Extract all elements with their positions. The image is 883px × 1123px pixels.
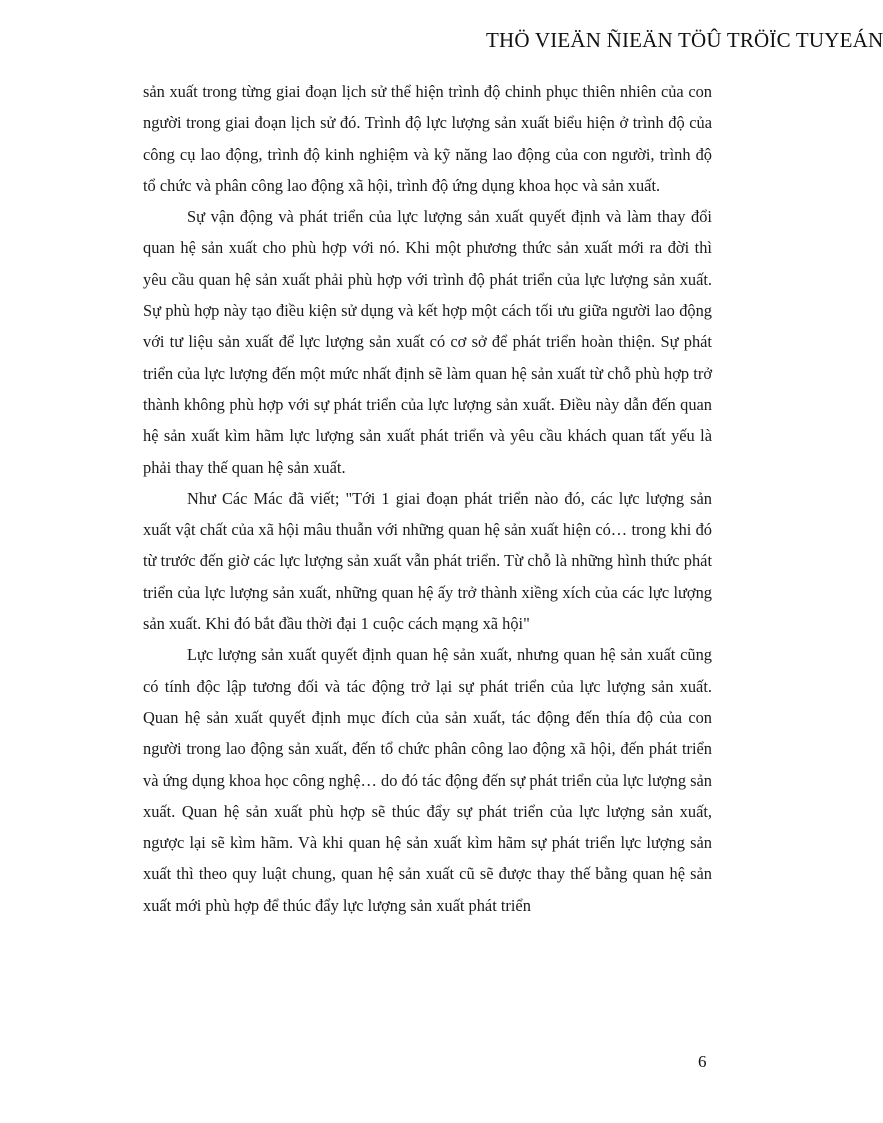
paragraph: Lực lượng sản xuất quyết định quan hệ sản xuất, nhưng quan hệ sản xuất cũng có tính độc lập tương đối và tác động trở lại sự phát triển của lực lượng sản xuất. Quan hệ sản xuất quyết định mục đích của sản xuất, tác động đến thía độ của con người trong lao động sản xuất, đến tổ chức phân công lao động xã hội, đến phát triển và ứng dụng khoa học công nghệ… do đó tác động đến sự phát triển của lực lượng sản xuất. Quan hệ sản xuất phù hợp sẽ thúc đẩy sự phát triển của lực lượng sản xuất, ngược lại sẽ kìm hãm. Và khi quan hệ sản xuất kìm hãm sự phát triển lực lượng sản xuất thì theo quy luật chung, quan hệ sản xuất cũ sẽ được thay thế bằng quan hệ sản xuất mới phù hợp để thúc đẩy lực lượng sản xuất phát triển	[143, 645, 712, 915]
page-header: THÖ VIEÄN ÑIEÄN TÖÛ TRÖÏC TUYEÁN	[486, 28, 883, 52]
paragraph-quote: Như Các Mác đã viết; "Tới 1 giai đoạn phát triển nào đó, các lực lượng sản xuất vật chất của xã hội mâu thuẫn với những quan hệ sản xuất hiện có… trong khi đó từ trước đến giờ các lực lượng sản xuất vẫn phát triển. Từ chỗ là những hình thức phát triển của lực lượng sản xuất, những quan hệ ấy trở thành xiềng xích của các lực lượng sản xuất. Khi đó bắt đầu thời đại 1 cuộc cách mạng xã hội"	[143, 488, 712, 634]
paragraph: Sự vận động và phát triển của lực lượng sản xuất quyết định và làm thay đổi quan hệ sản xuất cho phù hợp với nó. Khi một phương thức sản xuất mới ra đời thì yêu cầu quan hệ sản xuất phải phù hợp với trình độ phát triển của lực lượng sản xuất. Sự phù hợp này tạo điều kiện sử dụng và kết hợp một cách tối ưu giữa người lao động với tư liệu sản xuất để lực lượng sản xuất có cơ sở để phát triển hoàn thiện. Sự phát triển của lực lượng đến một mức nhất định sẽ làm quan hệ sản xuất từ chỗ phù hợp trở thành không phù hợp với sự phát triển của lực lượng sản xuất. Điều này dẫn đến quan hệ sản xuất kìm hãm lực lượng sản xuất phát triển và yêu cầu khách quan tất yếu là phải thay thế quan hệ sản xuất.	[143, 207, 712, 477]
page-number: 6	[698, 1052, 707, 1071]
paragraph-continuation: sản xuất trong từng giai đoạn lịch sử thể hiện trình độ chinh phục thiên nhiên của con người trong giai đoạn lịch sử đó. Trình độ lực lượng sản xuất biểu hiện ở trình độ của công cụ lao động, trình độ kinh nghiệm và kỹ năng lao động của con người, trình độ tổ chức và phân công lao động xã hội, trình độ ứng dụng khoa học và sản xuất.	[143, 82, 712, 195]
document-body	[143, 76, 712, 921]
